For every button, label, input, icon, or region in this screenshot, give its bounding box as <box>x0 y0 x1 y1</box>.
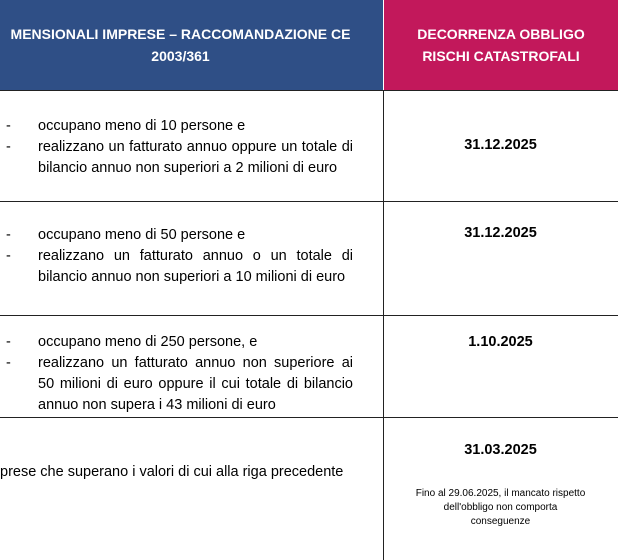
list-item: - realizzano un fatturato annuo oppure un totale di bilancio annuo non superiori a 2 milioni di euro <box>6 139 353 176</box>
header-right-line-1: DECORRENZA OBBLIGO <box>417 26 585 42</box>
header-left-line-1: MENSIONALI IMPRESE – RACCOMANDAZIONE CE <box>10 26 351 42</box>
header-company-size <box>0 0 383 90</box>
note-line-2: dell'obbligo non comporta <box>443 502 558 513</box>
row-1-date: 31.12.2025 <box>464 137 537 153</box>
list-item: - occupano meno di 10 persone e <box>6 118 246 134</box>
row-2-date: 31.12.2025 <box>464 225 537 241</box>
row-4-note <box>383 487 618 529</box>
list-item: - realizzano un fatturato annuo non superiore ai 50 milioni di euro oppure il cui totale di bilancio annuo non supera i 43 milioni di euro <box>6 355 353 413</box>
row-4-date: 31.03.2025 <box>464 442 537 458</box>
header-right-line-2: RISCHI CATASTROFALI <box>422 48 580 64</box>
row-3-description <box>0 332 383 416</box>
row-2-description <box>0 225 383 288</box>
list-item: - occupano meno di 250 persone, e <box>6 334 258 350</box>
header-left-line-2: 2003/361 <box>151 48 210 64</box>
column-divider <box>383 90 384 560</box>
row-1-description <box>0 116 383 179</box>
note-line-1: Fino al 29.06.2025, il mancato rispetto <box>415 488 586 499</box>
row-4-description: prese che superano i valori di cui alla riga precedente <box>0 464 344 480</box>
header-obligation-start <box>383 0 618 90</box>
list-item: - occupano meno di 50 persone e <box>6 227 246 243</box>
note-line-3: conseguenze <box>470 516 531 527</box>
row-3-date: 1.10.2025 <box>468 334 533 350</box>
list-item: - realizzano un fatturato annuo o un totale di bilancio annuo non superiori a 10 milioni di euro <box>6 248 353 285</box>
